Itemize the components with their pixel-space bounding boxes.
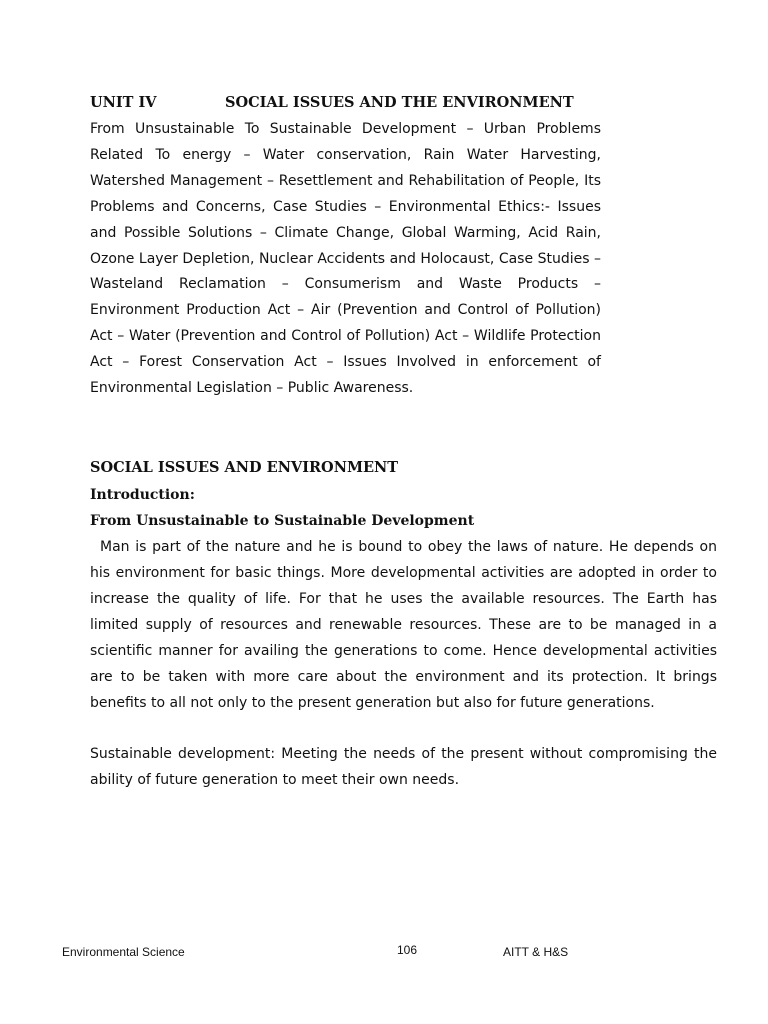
unit-heading [90,93,610,113]
unit-syllabus: From Unsustainable To Sustainable Development – Urban Problems Related To energy – Water conservation, Rain Water Harvesting, Watershed Management – Resettlement and Rehabilitation of People, Its Problems and Concerns, Case Studies – Environmental Ethics:- Issues and Possible Solutions – Climate Change, Global Warming, Acid Rain, Ozone Layer Depletion, Nuclear Accidents and Holocaust, Case Studies – Wasteland Reclamation – Consumerism and Waste Products – Environment Production Act – Air (Prevention and Control of Pollution) Act – Water (Prevention and Control of Pollution) Act – Wildlife Protection Act – Forest Conservation Act – Issues Involved in enforcement of Environmental Legislation – Public Awareness. [90,121,601,397]
definition-paragraph: Sustainable development: Meeting the needs of the present without compromising the ability of future generation to meet their own needs. [90,746,717,788]
footer-page-number: 106 [397,943,418,957]
body-paragraph: Man is part of the nature and he is bound to obey the laws of nature. He depends on his environment for basic things. More developmental activities are adopted in order to increase the quality of life. For that he uses the available resources. The Earth has limited supply of resources and renewable resources. These are to be managed in a scientific manner for availing the generations to come. Hence developmental activities are to be taken with more care about the environment and its protection. It brings benefits to all not only to the present generation but also for future generations. [90,539,717,711]
unit-label: UNIT IV [90,94,157,111]
footer-course-title: Environmental Science [62,945,185,959]
section-title: SOCIAL ISSUES AND ENVIRONMENT [90,459,399,476]
introduction-heading: Introduction: [90,487,195,503]
subsection-heading: From Unsustainable to Sustainable Development [90,513,475,529]
footer-institution: AITT & H&S [503,945,569,959]
unit-title: SOCIAL ISSUES AND THE ENVIRONMENT [225,94,574,111]
